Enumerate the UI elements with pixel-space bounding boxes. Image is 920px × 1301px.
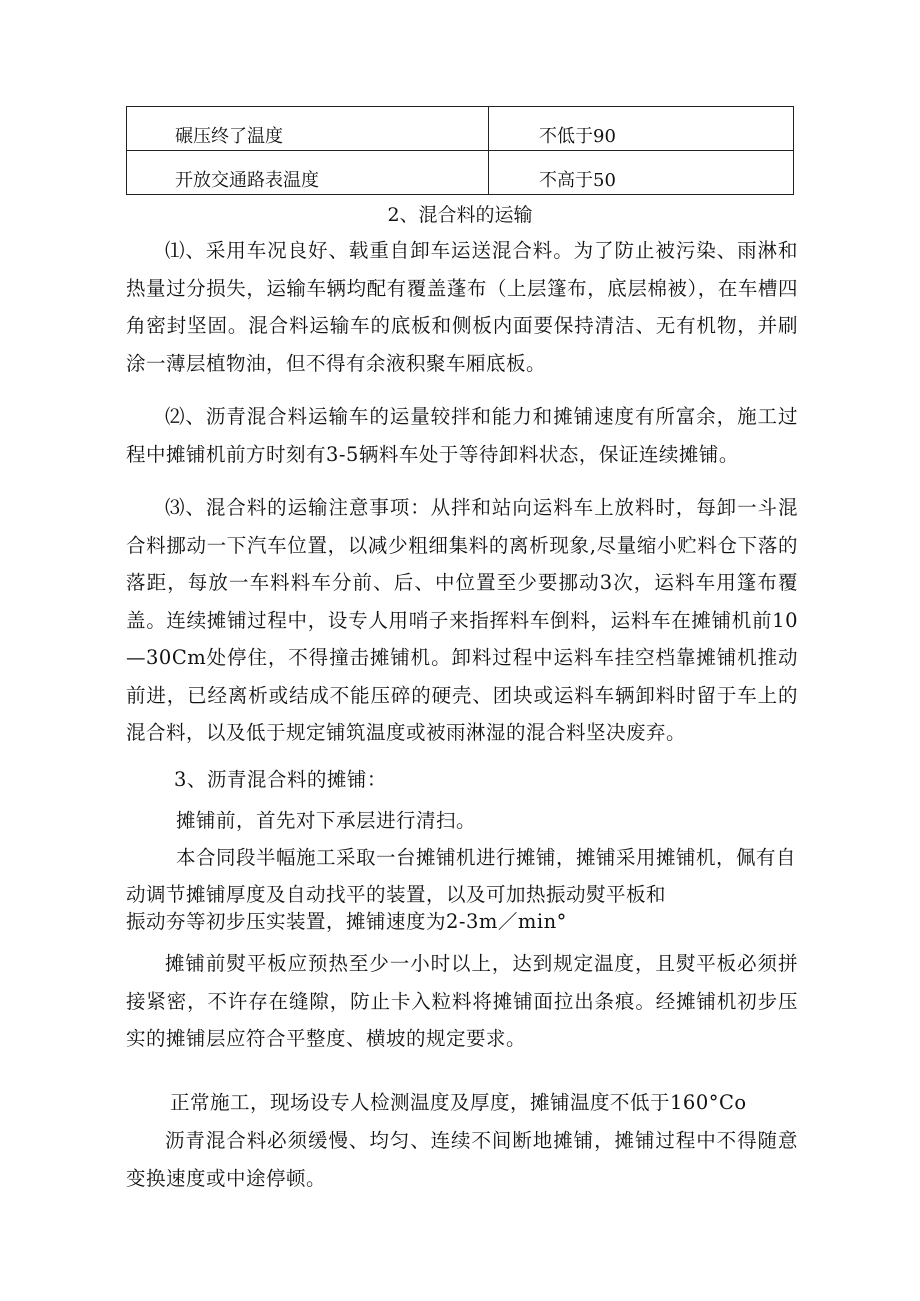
paragraph: 沥青混合料必须缓慢、均匀、连续不间断地摊铺，摊铺过程中不得随意变换速度或中途停顿。: [126, 1129, 798, 1190]
paragraph: ⑶、混合料的运输注意事项：从拌和站向运料车上放料时，每卸一斗混合料挪动一下汽车位置，以减少粗细集料的离析现象,尽量缩小贮料仓下落的落距，每放一车料料车分前、后、中位置至少要挪动3次，运料车用篷布覆盖。连续摊铺过程中，设专人用哨子来指挥料车倒料，运料车在摊铺机前10—30Cm处停住，不得撞击摊铺机。卸料过程中运料车挂空档靠摊铺机推动前进，已经离析或结成不能压碎的硬壳、团块或运料车辆卸料时留于车上的混合料，以及低于规定铺筑温度或被雨淋湿的混合料坚决废弃。: [126, 496, 798, 744]
paragraph: 摊铺前熨平板应预热至少一小时以上，达到规定温度，且熨平板必须拼接紧密，不许存在缝隙，防止卡入粒料将摊铺面拉出条痕。经摊铺机初步压实的摊铺层应符合平整度、横坡的规定要求。: [126, 952, 798, 1050]
paragraph-line: 动调节摊铺厚度及自动找平的装置，以及可加热振动熨平板和: [126, 883, 667, 906]
table-row: [127, 151, 794, 195]
paragraph: 摊铺前，首先对下承层进行清扫。: [176, 809, 477, 832]
table-cell-value: 不低于90: [489, 107, 794, 151]
paragraph-line: 振动夯等初步压实装置，摊铺速度为2-3m／min°: [126, 910, 567, 933]
temperature-table: [126, 106, 794, 195]
paragraph: ⑵、沥青混合料运输车的运量较拌和能力和摊铺速度有所富余，施工过程中摊铺机前方时刻有3-5辆料车处于等待卸料状态，保证连续摊铺。: [126, 405, 798, 466]
paragraph-line: 本合同段半幅施工采取一台摊铺机进行摊铺，摊铺采用摊铺机，佩有自: [176, 846, 797, 869]
section-heading-paving: 3、沥青混合料的摊铺：: [174, 768, 387, 791]
table-cell-label: 碾压终了温度: [127, 107, 489, 151]
table-row: [127, 107, 794, 151]
paragraph: 正常施工，现场设专人检测温度及厚度，摊铺温度不低于160°Co: [170, 1091, 747, 1114]
table-cell-value: 不高于50: [489, 151, 794, 195]
section-heading-transport: 2、混合料的运输: [387, 204, 533, 226]
paragraph: ⑴、采用车况良好、载重自卸车运送混合料。为了防止被污染、雨淋和热量过分损失，运输车辆均配有覆盖蓬布（上层篷布，底层棉被），在车槽四角密封坚固。混合料运输车的底板和侧板内面要保持清洁、无有机物，并刷涂一薄层植物油，但不得有余液积聚车厢底板。: [126, 239, 798, 375]
table-cell-label: 开放交通路表温度: [127, 151, 489, 195]
